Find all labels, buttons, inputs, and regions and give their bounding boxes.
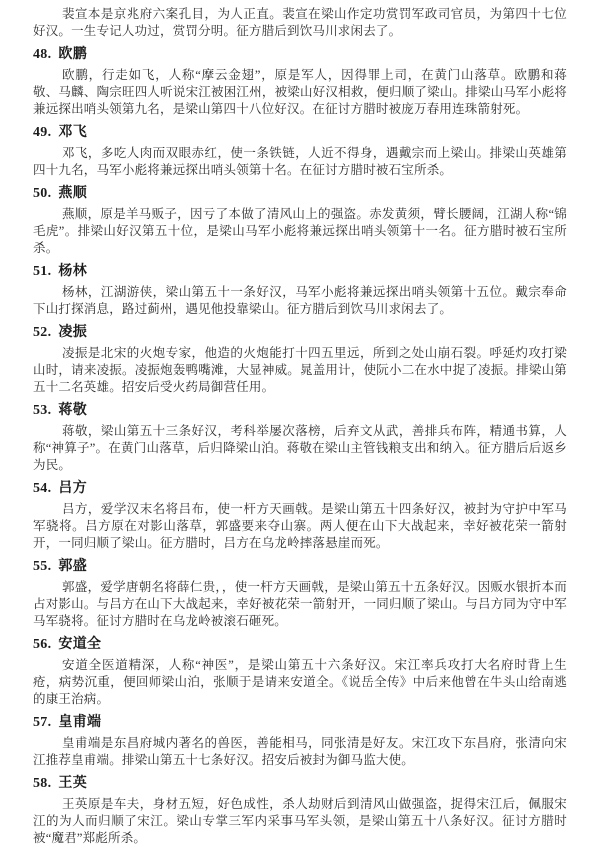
entry47-continuation-paragraph: 裴宣本是京兆府六案孔目，为人正直。裴宣在梁山作定功赏罚军政司官员，为第四十七位好汉。一生专记人功过，赏罚分明。征方腊后到饮马川求闲去了。	[33, 7, 567, 38]
entry-name: 欧鹏	[58, 47, 88, 62]
entry-name: 王英	[58, 776, 88, 791]
entry-number: 54.	[33, 481, 52, 496]
entry-name: 吕方	[58, 481, 88, 496]
entry-name: 燕顺	[58, 186, 88, 201]
entry-name: 郭盛	[58, 559, 88, 574]
entry-paragraph: 郭盛，爱学唐朝名将薛仁贵，，使一杆方天画戟，是梁山第五十五条好汉。因贩水银折本而占对影山。与吕方在山下大战起来，幸好被花荣一箭射开，一同归顺了梁山。与吕方同为守中军马军骁将。征讨方腊时在乌龙岭被滚石砸死。	[33, 580, 567, 628]
entry-heading	[33, 714, 567, 731]
entry-name: 邓飞	[58, 125, 88, 140]
entry-58	[33, 775, 567, 847]
entry-number: 56.	[33, 637, 52, 652]
entry-paragraph: 杨林，江湖游侠，梁山第五十一条好汉，马军小彪将兼远探出哨头领第十五位。戴宗奉命下山打探消息，路过蓟州，遇见他投靠梁山。征方腊后到饮马川求闲去了。	[33, 285, 567, 316]
entry-48	[33, 46, 567, 118]
entry-paragraph: 凌振是北宋的火炮专家，他造的火炮能打十四五里远，所到之处山崩石裂。呼延灼攻打梁山时，请来凌振。凌振炮轰鸭嘴滩，大显神威。晁盖用计，使阮小二在水中捉了凌振。排梁山第五十二名英雄。招安后受火药局御营任用。	[33, 346, 567, 394]
entry-52	[33, 324, 567, 396]
entry-name: 杨林	[58, 264, 88, 279]
entry-name: 凌振	[58, 325, 88, 340]
entry-heading	[33, 263, 567, 280]
entry-heading	[33, 324, 567, 341]
entry-name: 皇甫端	[58, 715, 102, 730]
entry-paragraph: 吕方，爱学汉末名将吕布，使一杆方天画戟。是梁山第五十四条好汉，被封为守护中军马军骁将。吕方原在对影山落草，郭盛要来夺山寨。两人便在山下大战起来，幸好被花荣一箭射开，一同归顺了梁山。征方腊时，吕方在乌龙岭摔落悬崖而死。	[33, 502, 567, 550]
entry-name: 蒋敬	[58, 403, 88, 418]
entry-number: 48.	[33, 47, 52, 62]
entry-paragraph: 王英原是车夫，身材五短，好色成性，杀人劫财后到清风山做强盗，捉得宋江后，佩服宋江的为人而归顺了宋江。梁山专掌三军内采事马军头领，是梁山第五十八条好汉。征讨方腊时被“魔君”郑彪所杀。	[33, 797, 567, 845]
entry-heading	[33, 480, 567, 497]
entry-number: 53.	[33, 403, 52, 418]
entry-paragraph: 蒋敬，梁山第五十三条好汉，考科举屡次落榜，后弃文从武，善排兵布阵，精通书算，人称“神算子”。在黄门山落草，后归降梁山泊。蒋敬在梁山主管钱粮支出和纳入。征方腊后后返乡为民。	[33, 424, 567, 472]
entry-number: 51.	[33, 264, 52, 279]
entry-heading	[33, 46, 567, 63]
entry-paragraph: 燕顺，原是羊马贩子，因亏了本做了清风山上的强盗。赤发黄须，臂长腰阔，江湖人称“锦毛虎”。排梁山好汉第五十位，是梁山马军小彪将兼远探出哨头领第十一名。征方腊时被石宝所杀。	[33, 207, 567, 255]
entry-57	[33, 714, 567, 769]
entry-number: 55.	[33, 559, 52, 574]
entry-number: 50.	[33, 186, 52, 201]
entry-54	[33, 480, 567, 552]
entry-paragraph: 邓飞，多吃人肉而双眼赤红，使一条铁链，人近不得身，遇戴宗而上梁山。排梁山英雄第四十九名，马军小彪将兼远探出哨头领第十名。在征讨方腊时被石宝所杀。	[33, 146, 567, 177]
entry-number: 52.	[33, 325, 52, 340]
entry-heading	[33, 636, 567, 653]
entry-heading	[33, 402, 567, 419]
entry-heading	[33, 558, 567, 575]
entry-heading	[33, 124, 567, 141]
entry-number: 49.	[33, 125, 52, 140]
entry-49	[33, 124, 567, 179]
entry-name: 安道全	[58, 637, 102, 652]
entry-paragraph: 安道全医道精深，人称“神医”，是梁山第五十六条好汉。宋江率兵攻打大名府时背上生疮，病势沉重，便回师梁山泊，张顺于是请来安道全。《说岳全传》中后来他曾在牛头山给南逃的康王治病。	[33, 658, 567, 706]
entry-56	[33, 636, 567, 708]
entry-53	[33, 402, 567, 474]
entry-51	[33, 263, 567, 318]
entry-heading	[33, 185, 567, 202]
entry-number: 58.	[33, 776, 52, 791]
entry-number: 57.	[33, 715, 52, 730]
entry-50	[33, 185, 567, 257]
entry-paragraph: 皇甫端是东昌府城内著名的兽医，善能相马，同张清是好友。宋江攻下东昌府，张清向宋江推荐皇甫端。排梁山第五十七条好汉。招安后被封为御马监大使。	[33, 736, 567, 767]
entry-paragraph: 欧鹏，行走如飞，人称“摩云金翅”，原是军人，因得罪上司，在黄门山落草。欧鹏和蒋敬、马麟、陶宗旺四人听说宋江被困江州，被梁山好汉相救，便归顺了梁山。排梁山马军小彪将兼远探出哨头领第九名，是梁山第四十八位好汉。在征讨方腊时被庞万春用连珠箭射死。	[33, 68, 567, 116]
entry-55	[33, 558, 567, 630]
